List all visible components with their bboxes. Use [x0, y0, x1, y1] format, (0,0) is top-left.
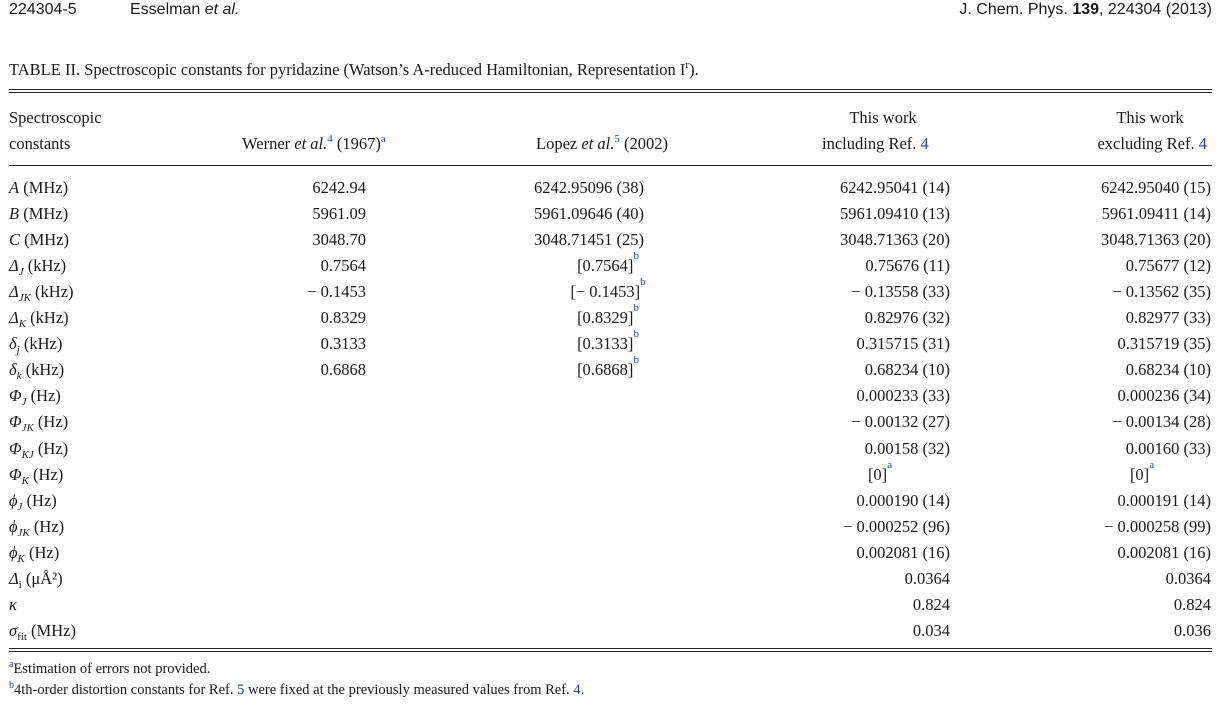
lopez-ref[interactable]: 5	[614, 133, 620, 145]
cell-value: [− 0.1453]	[570, 282, 641, 301]
cell-value: 3048.71363 (20)	[1101, 230, 1211, 249]
row-label	[9, 543, 59, 563]
header-incl-line1: This work	[849, 108, 917, 127]
cell-value: 0.034	[912, 621, 950, 640]
row-label	[9, 517, 64, 537]
row-subscript: J	[17, 501, 23, 513]
lopez-year: (2002)	[623, 134, 668, 153]
cell-value: 6242.94	[312, 178, 366, 197]
row-symbol: δ	[9, 360, 17, 379]
row-label	[9, 360, 64, 380]
row-subscript: K	[21, 475, 29, 487]
row-unit: (MHz)	[24, 230, 70, 249]
cell-value: [0.6868]	[577, 360, 634, 379]
row-label	[9, 178, 68, 198]
cell-value: 0.6868	[320, 360, 366, 379]
cell-value: 0.68234 (10)	[864, 360, 950, 379]
cell-excl	[1118, 334, 1212, 354]
row-symbol: σ	[9, 621, 18, 640]
cell-excl	[1126, 360, 1211, 380]
row-subscript: J	[18, 266, 24, 278]
cell-value: 5961.09	[312, 204, 366, 223]
cell-excl	[1126, 256, 1211, 276]
row-symbol: Δ	[9, 256, 19, 275]
journal-article: , 224304 (2013)	[1099, 1, 1212, 18]
caption-text: TABLE II. Spectroscopic constants for pyridazine (Watson’s A-reduced Hamiltonian, Representation I	[9, 60, 686, 79]
footnote-b-ref-5[interactable]: 5	[237, 682, 245, 698]
cell-value: 5961.09411 (14)	[1101, 204, 1211, 223]
running-head-author	[130, 1, 239, 19]
cell-value: 3048.71363 (20)	[840, 230, 950, 249]
row-unit: (MHz)	[23, 178, 69, 197]
row-label	[9, 569, 63, 589]
cell-value: 0.002081 (16)	[1117, 543, 1211, 562]
cell-incl	[851, 282, 950, 302]
footnote-a	[9, 661, 210, 678]
row-subscript: JK	[18, 292, 31, 304]
werner-year: (1967)	[336, 134, 381, 153]
cell-werner	[312, 178, 366, 198]
cell-incl	[865, 308, 950, 328]
cell-footnote-mark[interactable]: b	[633, 302, 639, 314]
footnote-b-ref-4[interactable]: 4	[573, 682, 581, 698]
cell-value: 0.68234 (10)	[1125, 360, 1211, 379]
cell-excl	[1104, 517, 1211, 537]
row-label	[9, 282, 74, 302]
row-unit: (Hz)	[26, 491, 57, 510]
cell-value: 0.0364	[1165, 569, 1211, 588]
caption-sup: r	[685, 59, 690, 71]
row-symbol: Δ	[9, 282, 19, 301]
cell-werner	[321, 256, 366, 276]
row-symbol: ϕ	[9, 543, 18, 562]
cell-value: − 0.13562 (35)	[1112, 282, 1211, 301]
cell-value: − 0.13558 (33)	[851, 282, 950, 301]
row-subscript: k	[16, 370, 22, 382]
header-rule	[9, 165, 1212, 166]
werner-etal: et al.	[294, 134, 328, 153]
cell-value: 0.824	[912, 595, 950, 614]
incl-label: including Ref.	[822, 134, 917, 153]
row-symbol: C	[9, 230, 21, 249]
cell-lopez	[534, 178, 644, 198]
page-number: 224304-5	[9, 1, 77, 18]
cell-value: 0.3133	[320, 334, 366, 353]
cell-value: 3048.71451 (25)	[534, 230, 644, 249]
cell-excl	[1118, 543, 1212, 563]
werner-note[interactable]: a	[380, 133, 386, 145]
journal-volume: 139	[1072, 1, 1100, 18]
lopez-etal: et al.	[581, 134, 615, 153]
row-label	[9, 621, 76, 641]
table-bottom-rule-2	[9, 651, 1212, 652]
row-symbol: Δ	[9, 308, 19, 327]
cell-value: 0.000191 (14)	[1117, 491, 1211, 510]
cell-excl	[1101, 178, 1211, 198]
row-unit: (Hz)	[37, 439, 69, 458]
cell-value: 0.75676 (11)	[865, 256, 950, 275]
cell-excl	[1126, 308, 1211, 328]
row-unit: (kHz)	[23, 334, 63, 353]
header-lopez	[536, 134, 668, 154]
cell-footnote-mark[interactable]: b	[633, 328, 639, 340]
cell-excl	[1112, 412, 1211, 432]
row-subscript: J	[21, 396, 27, 408]
cell-footnote-mark[interactable]: a	[887, 459, 893, 471]
row-unit: (Hz)	[37, 412, 69, 431]
cell-incl	[857, 491, 951, 511]
cell-value: 0.824	[1173, 595, 1211, 614]
row-unit: (MHz)	[23, 204, 69, 223]
cell-excl	[1174, 595, 1211, 615]
cell-value: 6242.95041 (14)	[840, 178, 950, 197]
header-werner	[242, 134, 386, 154]
header-excl-line2	[1097, 134, 1207, 154]
row-label	[9, 334, 62, 354]
cell-footnote-mark[interactable]: a	[1149, 459, 1155, 471]
table-bottom-rule	[9, 648, 1212, 649]
row-subscript: JK	[17, 527, 30, 539]
row-symbol: Φ	[9, 386, 22, 405]
row-subscript: i	[18, 579, 22, 591]
cell-werner	[312, 204, 366, 224]
cell-value: 0.000190 (14)	[856, 491, 950, 510]
cell-value: − 0.1453	[307, 282, 366, 301]
row-unit: (kHz)	[25, 360, 65, 379]
row-symbol: Φ	[9, 412, 22, 431]
cell-value: 0.0364	[904, 569, 950, 588]
footnote-b-mark: b	[9, 680, 14, 691]
row-symbol: Φ	[9, 439, 22, 458]
cell-lopez	[534, 204, 644, 224]
row-label	[9, 595, 17, 615]
cell-incl	[840, 178, 950, 198]
cell-incl	[865, 360, 950, 380]
cell-incl	[851, 412, 950, 432]
cell-value: 0.315715 (31)	[856, 334, 950, 353]
row-symbol: Φ	[9, 465, 22, 484]
table-top-rule-2	[9, 92, 1212, 93]
table-caption	[9, 60, 699, 80]
cell-footnote-mark[interactable]: b	[633, 250, 639, 262]
journal-name: J. Chem. Phys.	[959, 1, 1068, 18]
cell-value: 6242.95096 (38)	[534, 178, 644, 197]
row-subscript: JK	[21, 422, 34, 434]
row-label	[9, 386, 61, 406]
cell-excl	[1126, 439, 1211, 459]
header-incl-line2	[822, 134, 929, 154]
cell-value: [0.8329]	[577, 308, 634, 327]
cell-footnote-mark[interactable]: b	[633, 354, 639, 366]
cell-value: 0.036	[1173, 621, 1211, 640]
row-unit: (Hz)	[30, 386, 61, 405]
row-unit: (kHz)	[35, 282, 74, 301]
cell-value: − 0.00134 (28)	[1112, 412, 1211, 431]
cell-value: − 0.00132 (27)	[851, 412, 950, 431]
cell-value: − 0.000252 (96)	[843, 517, 950, 536]
cell-incl	[905, 569, 950, 589]
excl-ref[interactable]: 4	[1198, 134, 1207, 153]
cell-value: [0.7564]	[577, 256, 634, 275]
cell-excl	[1174, 621, 1211, 641]
cell-werner	[307, 282, 366, 302]
cell-value: 0.315719 (35)	[1117, 334, 1211, 353]
running-head	[0, 0, 1225, 24]
row-unit: (kHz)	[30, 308, 69, 327]
cell-werner	[321, 334, 366, 354]
journal-citation	[959, 1, 1212, 19]
header-col1-line2: constants	[9, 134, 71, 153]
cell-value: 0.002081 (16)	[856, 543, 950, 562]
footnote-b-end: .	[580, 682, 585, 698]
cell-value: 0.8329	[320, 308, 366, 327]
cell-value: 0.000236 (34)	[1117, 386, 1211, 405]
cell-value: 0.000233 (33)	[856, 386, 950, 405]
cell-excl	[1166, 569, 1211, 589]
cell-incl	[865, 256, 950, 276]
row-label	[9, 204, 68, 224]
row-subscript: fit	[17, 631, 27, 643]
cell-incl	[865, 439, 950, 459]
row-symbol: ϕ	[9, 491, 18, 510]
lopez-name: Lopez	[536, 134, 578, 153]
row-unit: (kHz)	[27, 256, 67, 275]
cell-incl	[857, 543, 951, 563]
cell-werner	[312, 230, 366, 250]
footnote-b-text-1: 4th-order distortion constants for Ref.	[14, 682, 234, 698]
row-label	[9, 256, 66, 276]
cell-excl	[1101, 230, 1211, 250]
table-top-rule	[9, 89, 1212, 90]
row-subscript: j	[16, 344, 20, 356]
row-label	[9, 230, 69, 250]
row-symbol: Δ	[9, 569, 19, 588]
row-label	[9, 491, 57, 511]
row-unit: (Hz)	[29, 543, 60, 562]
footnote-a-mark: a	[9, 659, 14, 670]
row-label	[9, 465, 63, 485]
cell-value: 3048.70	[312, 230, 366, 249]
cell-value: − 0.000258 (99)	[1104, 517, 1211, 536]
row-symbol: A	[9, 178, 20, 197]
row-symbol: ϕ	[9, 517, 18, 536]
caption-end: ).	[689, 60, 699, 79]
werner-name: Werner	[242, 134, 291, 153]
row-label	[9, 308, 69, 328]
row-unit: (Hz)	[33, 517, 65, 536]
row-subscript: K	[17, 553, 25, 565]
cell-value: 0.00158 (32)	[864, 439, 950, 458]
cell-incl	[857, 334, 951, 354]
cell-value: 0.7564	[320, 256, 366, 275]
cell-excl	[1112, 282, 1211, 302]
cell-incl	[913, 595, 950, 615]
cell-value: 5961.09410 (13)	[840, 204, 950, 223]
cell-incl	[843, 517, 950, 537]
author-etal: et al.	[204, 1, 240, 18]
row-symbol: κ	[9, 595, 17, 614]
row-label	[9, 439, 68, 459]
row-unit: (Hz)	[33, 465, 64, 484]
cell-value: [0]	[1129, 465, 1150, 484]
cell-excl	[1118, 386, 1212, 406]
cell-value: [0]	[867, 465, 888, 484]
cell-incl	[840, 230, 950, 250]
author-name: Esselman	[130, 1, 201, 18]
row-label	[9, 412, 68, 432]
row-unit: (μÅ²)	[25, 569, 63, 588]
cell-value: [0.3133]	[577, 334, 634, 353]
cell-value: 0.00160 (33)	[1125, 439, 1211, 458]
excl-label: excluding Ref.	[1097, 134, 1195, 153]
cell-incl	[913, 621, 950, 641]
cell-excl	[1118, 491, 1212, 511]
cell-footnote-mark[interactable]: b	[640, 276, 646, 288]
footnote-b	[9, 682, 584, 699]
cell-werner	[321, 360, 366, 380]
row-subscript: KJ	[21, 449, 34, 461]
footnote-b-text-2: were fixed at the previously measured values from Ref.	[247, 682, 570, 698]
row-unit: (MHz)	[31, 621, 76, 640]
cell-value: 6242.95040 (15)	[1101, 178, 1211, 197]
cell-incl	[857, 386, 951, 406]
row-symbol: δ	[9, 334, 17, 353]
cell-value: 0.82977 (33)	[1125, 308, 1211, 327]
row-symbol: B	[9, 204, 20, 223]
cell-value: 0.75677 (12)	[1125, 256, 1211, 275]
cell-value: 5961.09646 (40)	[534, 204, 644, 223]
footnote-a-text: Estimation of errors not provided.	[13, 661, 211, 677]
werner-ref[interactable]: 4	[327, 133, 333, 145]
header-col1-line1: Spectroscopic	[9, 108, 102, 127]
cell-value: 0.82976 (32)	[864, 308, 950, 327]
cell-excl	[1102, 204, 1211, 224]
cell-incl	[840, 204, 950, 224]
incl-ref[interactable]: 4	[920, 134, 929, 153]
cell-lopez	[534, 230, 644, 250]
row-subscript: K	[18, 318, 27, 330]
cell-werner	[321, 308, 366, 328]
header-excl-line1: This work	[1116, 108, 1184, 127]
